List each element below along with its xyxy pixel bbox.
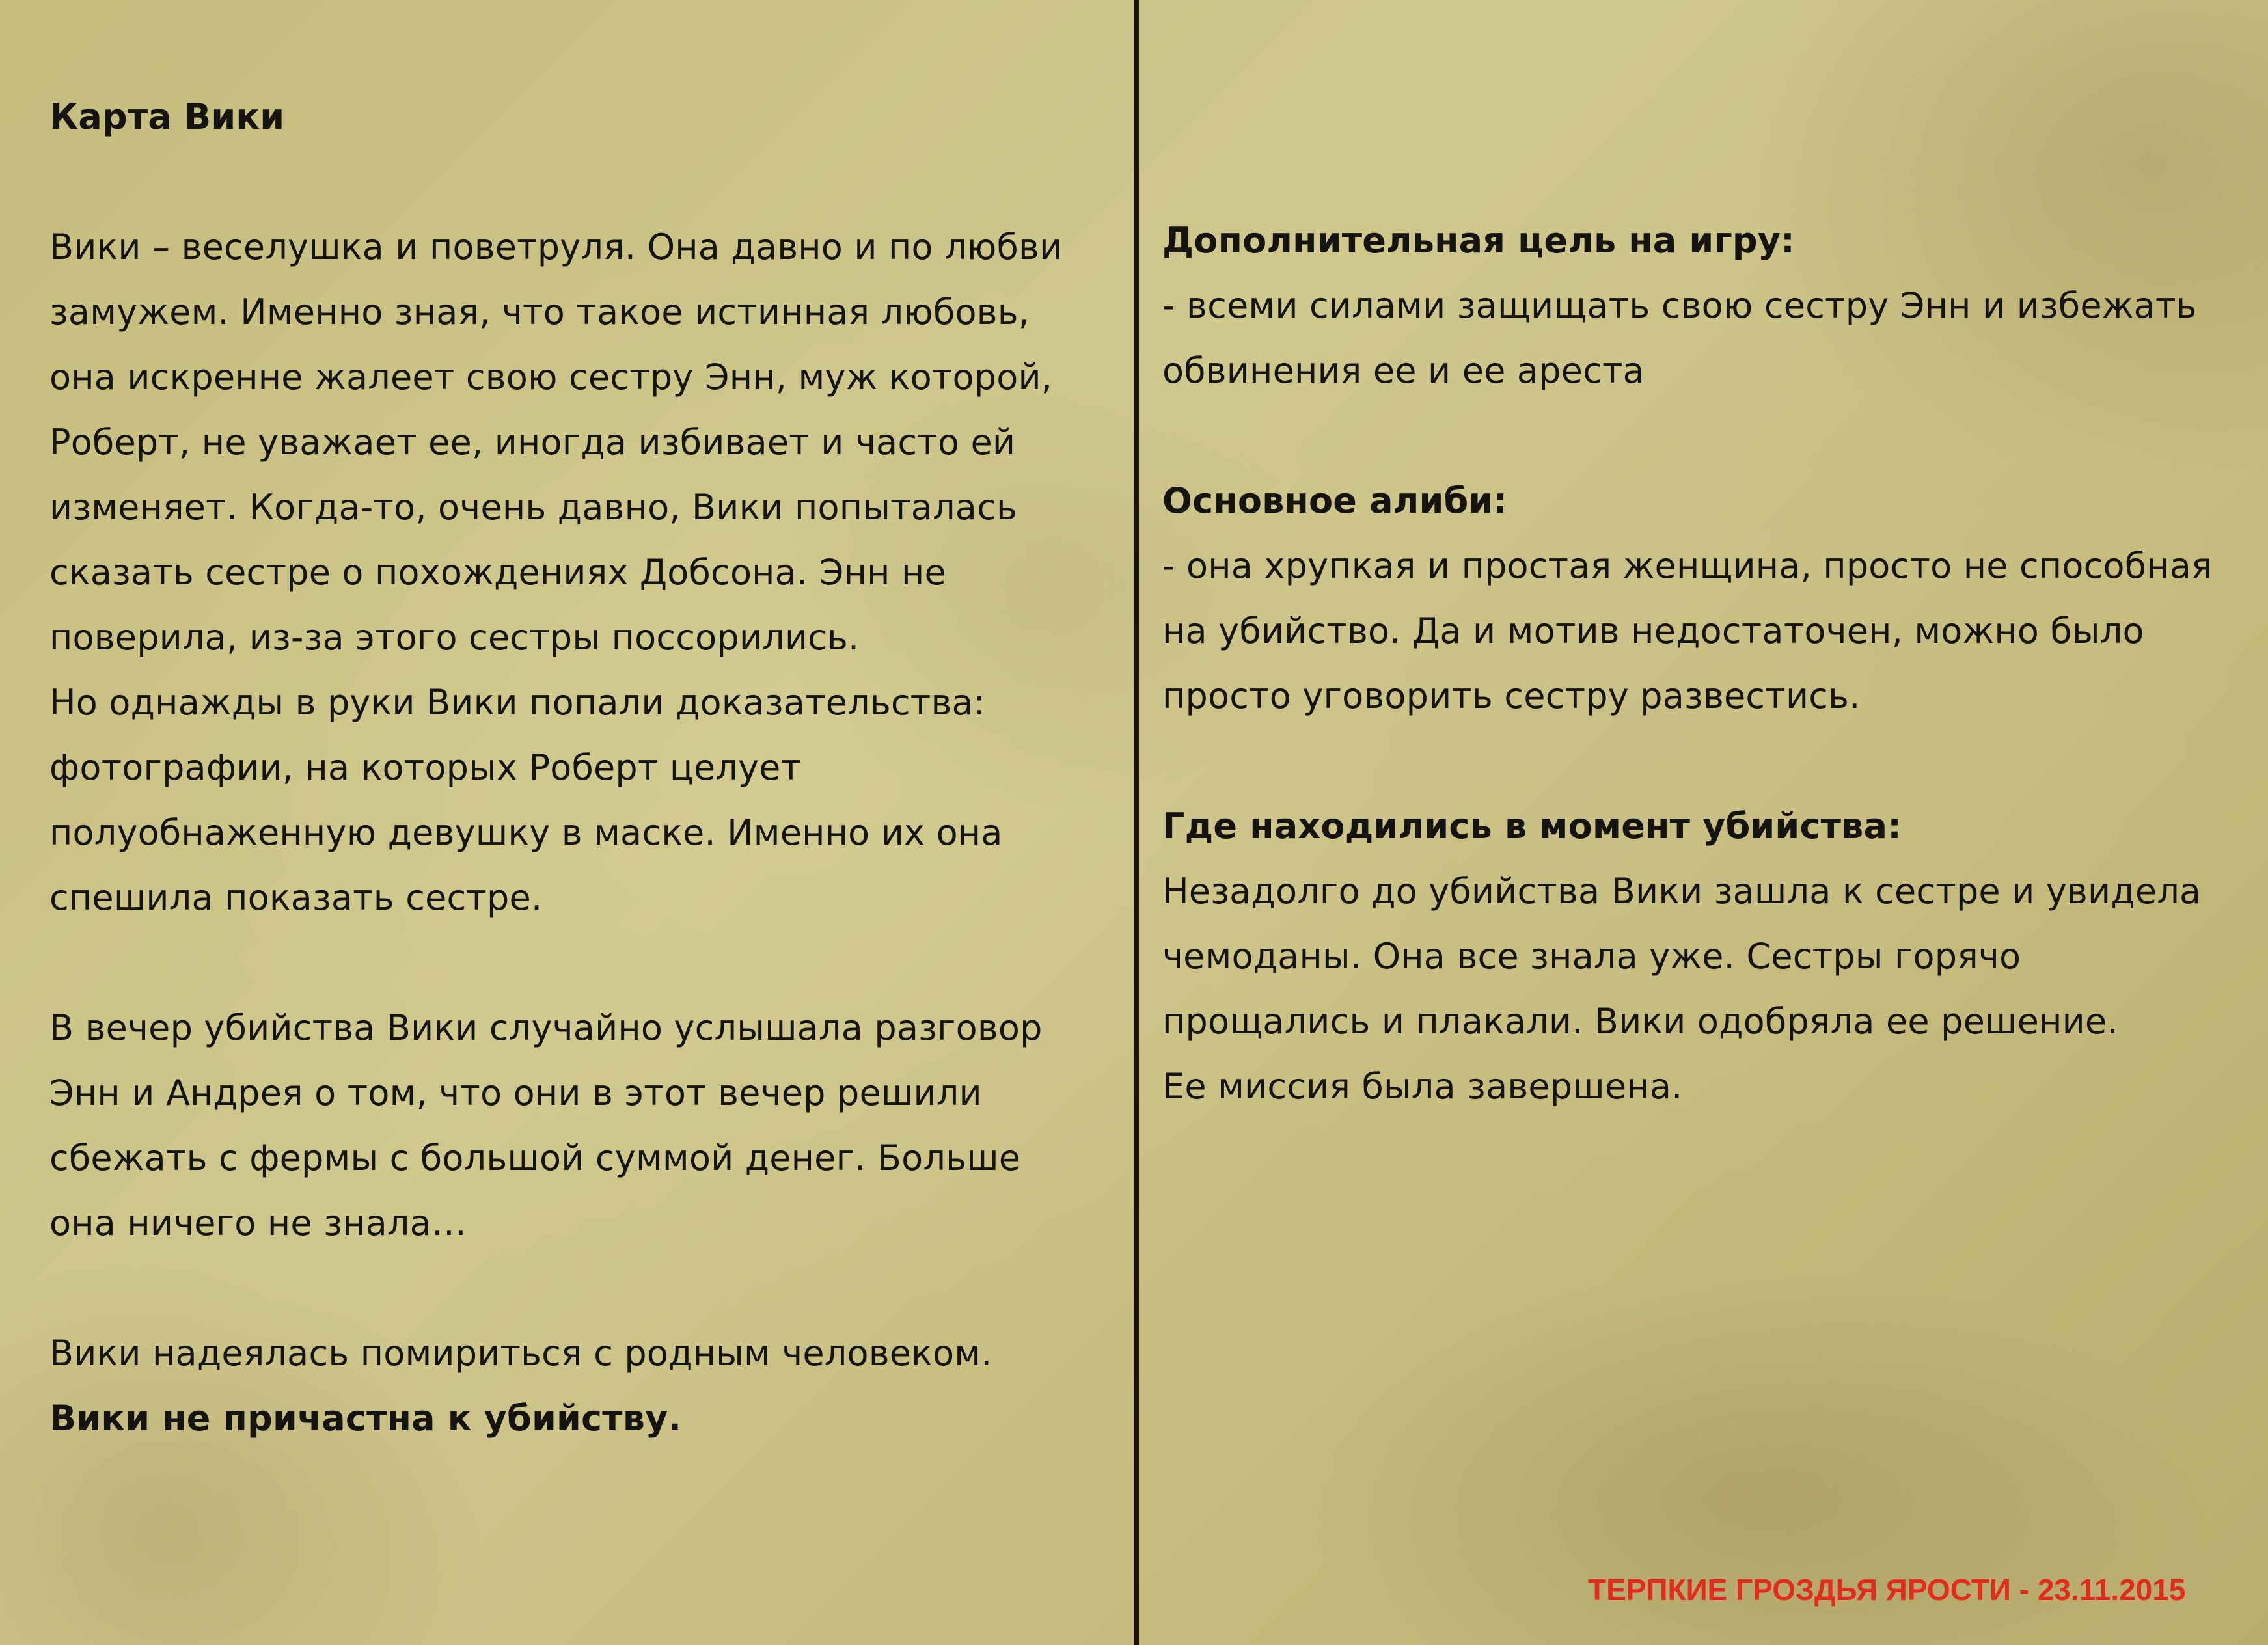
story-line: спешила показать сестре.: [49, 877, 543, 918]
verdict-text: Вики не причастна к убийству.: [49, 1398, 682, 1439]
story-line: поверила, из-за этого сестры поссорились.: [49, 617, 860, 658]
story-line: фотографии, на которых Роберт целует: [49, 747, 802, 788]
page-divider: [1134, 0, 1139, 1645]
story-line: сбежать с фермы с большой суммой денег. Больше: [49, 1137, 1021, 1178]
story-line: Но однажды в руки Вики попали доказательства:: [49, 682, 986, 723]
card-title: Карта Вики: [49, 96, 285, 137]
story-line: она искренне жалеет свою сестру Энн, муж которой,: [49, 357, 1053, 398]
location-line: прощались и плакали. Вики одобряла ее решение.: [1162, 1001, 2118, 1042]
story-line: замужем. Именно зная, что такое истинная любовь,: [49, 292, 1030, 333]
location-line: Незадолго до убийства Вики зашла к сестре и увидела: [1162, 871, 2202, 912]
alibi-line: просто уговорить сестру развестись.: [1162, 675, 1861, 716]
location-heading: Где находились в момент убийства:: [1162, 806, 1902, 847]
story-line: Вики – веселушка и поветруля. Она давно и по любви: [49, 226, 1063, 267]
goal-heading: Дополнительная цель на игру:: [1162, 220, 1795, 261]
story-line: сказать сестре о похождениях Добсона. Энн не: [49, 552, 946, 593]
location-line: чемоданы. Она все знала уже. Сестры горячо: [1162, 936, 2021, 977]
story-line: полуобнаженную девушку в маске. Именно их она: [49, 812, 1003, 853]
story-line: В вечер убийства Вики случайно услышала разговор: [49, 1007, 1043, 1048]
story-paragraph-3: Вики надеялась помириться с родным человеком.: [49, 1333, 992, 1374]
story-line: Энн и Андрея о том, что они в этот вечер решили: [49, 1072, 982, 1113]
footer-event-title: ТЕРПКИЕ ГРОЗДЬЯ ЯРОСТИ - 23.11.2015: [1588, 1573, 2186, 1607]
location-line: Ее миссия была завершена.: [1162, 1066, 1683, 1107]
story-line: Роберт, не уважает ее, иногда избивает и часто ей: [49, 422, 1016, 463]
alibi-line: - она хрупкая и простая женщина, просто не способная: [1162, 545, 2213, 586]
goal-line: обвинения ее и ее ареста: [1162, 350, 1645, 391]
story-line: она ничего не знала…: [49, 1203, 467, 1244]
alibi-line: на убийство. Да и мотив недостаточен, можно было: [1162, 610, 2144, 651]
goal-line: - всеми силами защищать свою сестру Энн и избежать: [1162, 285, 2197, 326]
story-line: изменяет. Когда-то, очень давно, Вики попыталась: [49, 487, 1018, 528]
alibi-heading: Основное алиби:: [1162, 480, 1508, 521]
